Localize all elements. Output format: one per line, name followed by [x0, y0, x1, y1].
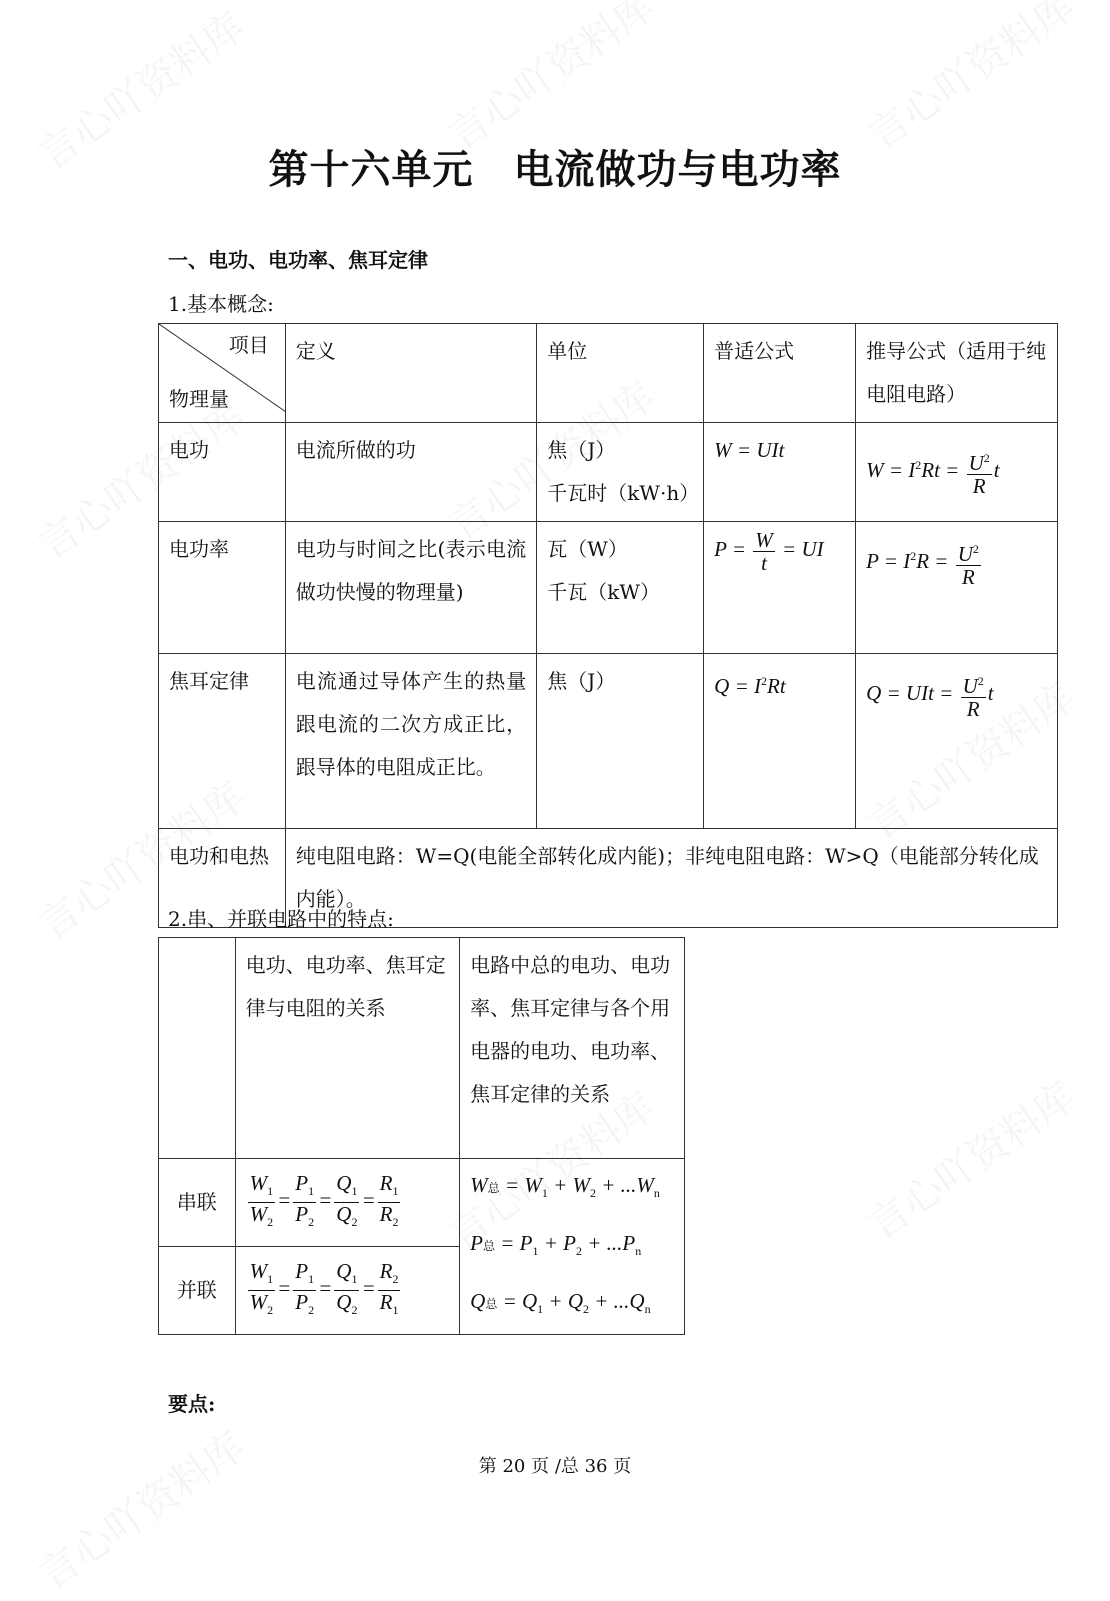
unit	[537, 423, 704, 522]
subheading-basic-concepts: 1.基本概念:	[168, 292, 274, 316]
quantity-name: 电功和电热	[159, 829, 286, 928]
key-points-heading: 要点:	[168, 1392, 216, 1416]
watermark	[855, 0, 1084, 161]
watermark	[435, 0, 664, 161]
general-formula: $Q = I^2Rt$	[704, 654, 856, 829]
unit-primary: 瓦（W）	[547, 537, 628, 561]
circuit-table	[158, 937, 685, 1335]
unit-secondary: 千瓦时（kW·h）	[547, 481, 700, 505]
total-subscript: 总	[487, 1181, 500, 1195]
definition: 电流通过导体产生的热量跟电流的二次方成正比，跟导体的电阻成正比。	[285, 654, 537, 829]
definition: 电功与时间之比(表示电流做功快慢的物理量)	[285, 522, 537, 654]
empty-cell	[159, 938, 236, 1159]
header-general-formula: 普适公式	[704, 324, 856, 423]
header-derived-formula: 推导公式（适用于纯电阻电路）	[856, 324, 1058, 423]
quantity-name: 电功	[159, 423, 286, 522]
table-header-row	[159, 938, 685, 1159]
unit-primary: 焦（J）	[547, 438, 616, 462]
header-resistance-relation: 电功、电功率、焦耳定律与电阻的关系	[235, 938, 460, 1159]
table-row	[159, 654, 1058, 829]
watermark	[25, 1416, 254, 1600]
header-total-relation: 电路中总的电功、电功率、焦耳定律与各个用电器的电功、电功率、焦耳定律的关系	[460, 938, 685, 1159]
header-quantity: 物理量	[169, 387, 229, 411]
derived-formula: Q = UIt = $\frac{U^2}{R}$ t	[856, 654, 1058, 829]
table-row	[159, 522, 1058, 654]
header-item: 项目	[228, 333, 269, 357]
definition: 电流所做的功	[285, 423, 537, 522]
table-row	[159, 423, 1058, 522]
title-topic: 电流做功与电功率	[513, 146, 842, 193]
general-formula: P = $\frac{W}{t}$ = UI	[704, 522, 856, 654]
quantity-name: 焦耳定律	[159, 654, 286, 829]
table-header-row	[159, 324, 1058, 423]
work-vs-heat-content: 纯电阻电路：W=Q(电能全部转化成内能)；非纯电阻电路：W>Q（电能部分转化成内能）。	[285, 829, 1057, 928]
diagonal-header-cell	[159, 324, 286, 423]
page-footer: 第 20 页 /总 36 页	[478, 1456, 632, 1477]
unit-secondary: 千瓦（kW）	[547, 580, 660, 604]
general-formula: W = UIt	[704, 423, 856, 522]
series-label: 串联	[159, 1159, 236, 1247]
unit	[537, 654, 704, 829]
header-unit: 单位	[537, 324, 704, 423]
title-unit: 第十六单元	[268, 146, 474, 193]
subheading-circuit-features: 2.串、并联电路中的特点:	[168, 907, 394, 931]
derived-formula: $P = I^2R$ = $\frac{U^2}{R}$	[856, 522, 1058, 654]
series-ratio-formula: $\frac{W_1}{W_2}$ = $\frac{P_1}{P_2}$ = $\frac{Q_1}{Q_2}$ = $\frac{R_1}{R_2}$	[235, 1159, 460, 1247]
page-title	[0, 138, 1110, 195]
parallel-label: 并联	[159, 1247, 236, 1335]
table-row	[159, 1159, 685, 1247]
derived-formula: $W = I^2Rt$ = $\frac{U^2}{R}$ t	[856, 423, 1058, 522]
total-subscript: 总	[482, 1239, 495, 1253]
header-definition: 定义	[285, 324, 537, 423]
parallel-ratio-formula: $\frac{W_1}{W_2}$ = $\frac{P_1}{P_2}$ = $\frac{Q_1}{Q_2}$ = $\frac{R_2}{R_1}$	[235, 1247, 460, 1335]
section-heading: 一、电功、电功率、焦耳定律	[168, 248, 428, 272]
total-formulas: W总 = $W_1 + W_2 + ...W_n$ P总 = $P_1 + P_2 + ...P_n$ Q总 = $Q_1 + Q_2 + ...Q_n$	[460, 1159, 685, 1335]
quantity-name: 电功率	[159, 522, 286, 654]
concepts-table	[158, 323, 1058, 928]
unit	[537, 522, 704, 654]
unit-primary: 焦（J）	[547, 669, 616, 693]
watermark	[855, 1066, 1084, 1250]
total-subscript: 总	[485, 1297, 498, 1311]
